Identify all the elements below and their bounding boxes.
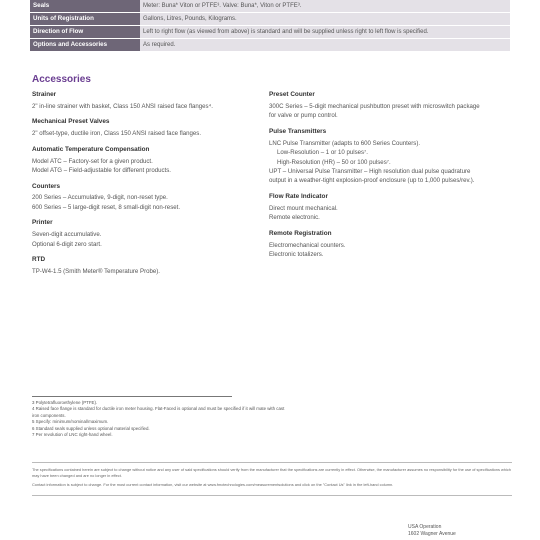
spec-value: As required. — [140, 39, 510, 51]
section-heading: Flow Rate Indicator — [269, 192, 328, 200]
section-heading: Pulse Transmitters — [269, 127, 327, 135]
section-printer — [32, 218, 247, 249]
spec-row-options — [30, 39, 510, 52]
section-line: 200 Series – Accumulative, 9-digit, non-reset type. — [32, 194, 168, 202]
section-flow-rate-indicator — [269, 192, 484, 223]
section-heading: Preset Counter — [269, 91, 315, 98]
accessories-left-column — [32, 90, 247, 282]
section-strainer — [32, 90, 247, 111]
section-line: Direct mount mechanical. — [269, 204, 338, 212]
section-line: 2" in-line strainer with basket, Class 150 ANSI raised face flanges⁴. — [32, 102, 213, 110]
section-line: 600 Series – 5 large-digit reset, 8 small-digit non-reset. — [32, 203, 181, 211]
section-line: 300C Series – 5-digit mechanical pushbutton preset with microswitch package for valve or pump control. — [269, 102, 480, 120]
section-heading: Automatic Temperature Compensation — [32, 145, 150, 153]
section-line: LNC Pulse Transmitter (adapts to 600 Series Counters). — [269, 139, 421, 147]
section-line: 2" offset-type, ductile iron, Class 150 ANSI raised face flanges. — [32, 130, 202, 138]
spec-label: Direction of Flow — [30, 26, 140, 38]
footnote: 4 Raised face flange is standard for ductile iron meter housing. Flat-Faced is optional and must be specified if it will mate with cast iron components. — [32, 406, 285, 418]
accessories-right-column — [269, 90, 484, 266]
section-rtd — [32, 255, 247, 276]
section-line: Seven-digit accumulative. — [32, 231, 102, 239]
footnotes — [32, 400, 292, 438]
footnote: 7 Per revolution of LNC right-hand wheel. — [32, 431, 113, 437]
section-counters — [32, 182, 247, 213]
spec-label: Options and Accessories — [30, 39, 140, 51]
section-line: High-Resolution (HR) – 50 or 100 pulses⁷. — [277, 158, 391, 166]
spec-label: Seals — [30, 0, 140, 12]
section-line: Low-Resolution – 1 or 10 pulses⁷. — [277, 149, 368, 157]
footnote: 5 Specify: minimum/nominal/maximum. — [32, 419, 109, 425]
section-heading: Counters — [32, 182, 61, 190]
section-line: Optional 6-digit zero start. — [32, 240, 102, 248]
section-line: UPT – Universal Pulse Transmitter – High resolution dual pulse quadrature output in a weather-tight explosion-proof enclosure (up to 1,000 pulses/rev.). — [269, 168, 475, 185]
section-line: Electromechanical counters. — [269, 241, 346, 249]
section-remote-registration — [269, 229, 484, 260]
section-line: Model ATC – Factory-set for a given product. — [32, 157, 153, 165]
legal-disclaimer — [32, 462, 512, 496]
section-heading: Printer — [32, 219, 53, 227]
section-heading: RTD — [32, 256, 46, 264]
spec-value: Left to right flow (as viewed from above) is standard and will be supplied unless right to left flow is specified. — [140, 26, 510, 38]
section-heading: Strainer — [32, 91, 57, 98]
spec-table — [30, 0, 510, 52]
section-heading: Remote Registration — [269, 229, 332, 237]
spec-row-direction — [30, 26, 510, 39]
spec-label: Units of Registration — [30, 13, 140, 25]
accessories-title: Accessories — [32, 74, 91, 85]
section-mechanical-preset-valves — [32, 117, 247, 138]
section-line: Electronic totalizers. — [269, 251, 324, 259]
footnote: 6 Standard seals supplied unless optional material specified. — [32, 425, 150, 431]
footnote: 3 Polytetrafluoroethylene (PTFE). — [32, 400, 98, 405]
section-heading: Mechanical Preset Valves — [32, 118, 110, 126]
spec-value: Gallons, Litres, Pounds, Kilograms. — [140, 13, 510, 25]
section-preset-counter — [269, 90, 484, 121]
footnote-divider — [32, 396, 232, 397]
section-line: TP-W4-1.5 (Smith Meter® Temperature Probe). — [32, 268, 160, 276]
address-block — [408, 524, 456, 538]
address-line: USA Operation — [408, 524, 442, 530]
section-pulse-transmitters — [269, 127, 484, 186]
spec-row-seals — [30, 0, 510, 13]
legal-paragraph: Contact information is subject to change. For the most current contact information, visit our website at www.fmctechnologies.com/measurementsolutions and click on the "Contact Us" link in the left-hand column. — [32, 481, 394, 487]
section-line: Remote electronic. — [269, 214, 320, 222]
section-temperature-compensation — [32, 145, 247, 176]
legal-paragraph: The specifications contained herein are subject to change without notice and any user of said specifications should verify from the manufacturer that the specifications are currently in effect. Otherwise, the manufacturer assumes no responsibility for the use of specifications which may have been changed and are no longer in effect. — [32, 467, 511, 478]
spec-value: Meter: Buna* Viton or PTFE³. Valve: Buna*, Viton or PTFE³. — [140, 0, 510, 12]
spec-row-units — [30, 13, 510, 26]
address-line: 1602 Wagner Avenue — [408, 531, 456, 537]
section-line: Model ATG – Field-adjustable for different products. — [32, 167, 171, 175]
